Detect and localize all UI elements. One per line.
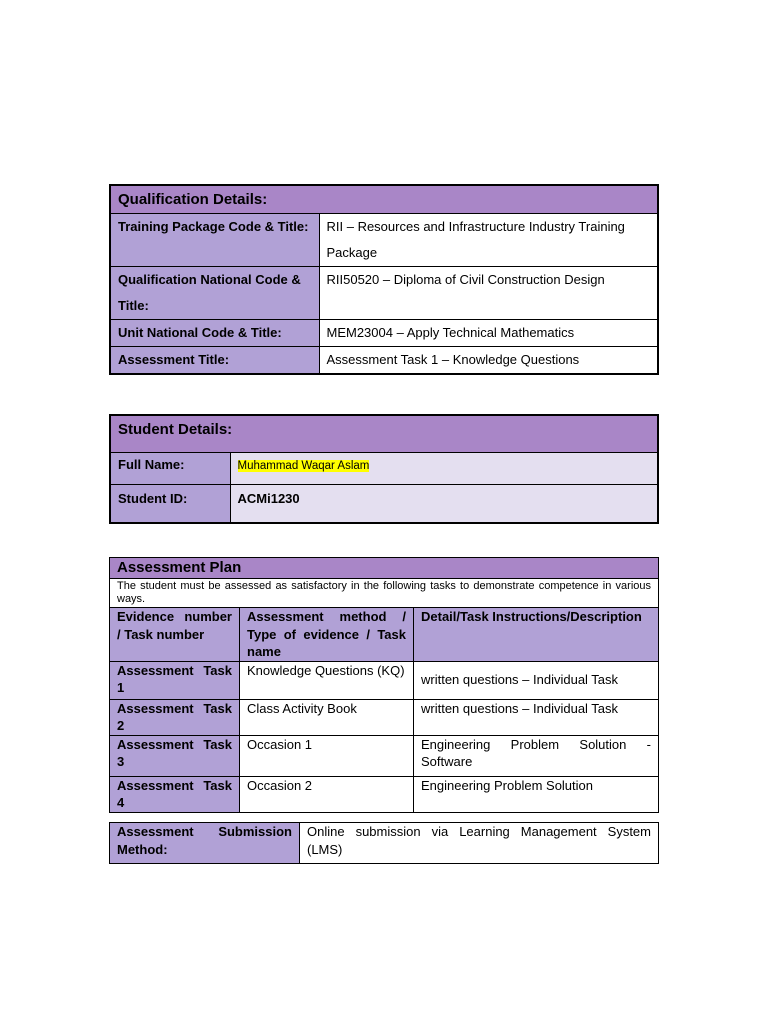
full-name-field[interactable] bbox=[230, 453, 658, 485]
task-cell: Assessment Task 3 bbox=[110, 735, 240, 776]
assessment-title-label: Assessment Title: bbox=[110, 347, 319, 375]
method-cell: Class Activity Book bbox=[240, 699, 414, 735]
table-header-row bbox=[110, 608, 659, 662]
detail-cell: Engineering Problem Solution bbox=[414, 776, 659, 812]
table-row bbox=[110, 823, 659, 864]
table-row bbox=[110, 320, 658, 347]
method-cell: Occasion 1 bbox=[240, 735, 414, 776]
assessment-plan-title: Assessment Plan bbox=[110, 558, 659, 579]
qualification-code-label: Qualification National Code & Title: bbox=[110, 267, 319, 320]
detail-cell: written questions – Individual Task bbox=[414, 661, 659, 699]
method-cell: Occasion 2 bbox=[240, 776, 414, 812]
table-row bbox=[110, 453, 658, 485]
table-row bbox=[110, 661, 659, 699]
qualification-details-table bbox=[109, 184, 659, 375]
table-row bbox=[110, 267, 658, 320]
unit-code-label: Unit National Code & Title: bbox=[110, 320, 319, 347]
student-id-label: Student ID: bbox=[110, 485, 230, 524]
full-name-value: Muhammad Waqar Aslam bbox=[237, 460, 370, 472]
assessment-plan-note: The student must be assessed as satisfactory in the following tasks to demonstrate competence in various ways. bbox=[110, 579, 659, 608]
detail-cell: Engineering Problem Solution - Software bbox=[414, 735, 659, 776]
table-row bbox=[110, 485, 658, 524]
task-cell: Assessment Task 1 bbox=[110, 661, 240, 699]
submission-method-label: Assessment Submission Method: bbox=[110, 823, 300, 864]
table-row bbox=[110, 776, 659, 812]
qualification-details-title: Qualification Details: bbox=[110, 185, 658, 214]
submission-method-value: Online submission via Learning Management System (LMS) bbox=[300, 823, 659, 864]
table-row bbox=[110, 699, 659, 735]
table-row bbox=[110, 735, 659, 776]
assessment-plan-table bbox=[109, 557, 659, 813]
column-header-evidence: Evidence number / Task number bbox=[110, 608, 240, 662]
method-cell: Knowledge Questions (KQ) bbox=[240, 661, 414, 699]
assessment-title-value: Assessment Task 1 – Knowledge Questions bbox=[319, 347, 658, 375]
training-package-value: RII – Resources and Infrastructure Industry Training Package bbox=[319, 214, 658, 267]
task-cell: Assessment Task 4 bbox=[110, 776, 240, 812]
student-details-table bbox=[109, 414, 659, 524]
student-id-field[interactable]: ACMi1230 bbox=[230, 485, 658, 524]
column-header-method: Assessment method / Type of evidence / Task name bbox=[240, 608, 414, 662]
full-name-label: Full Name: bbox=[110, 453, 230, 485]
table-row bbox=[110, 214, 658, 267]
submission-method-table bbox=[109, 822, 659, 864]
column-header-detail: Detail/Task Instructions/Description bbox=[414, 608, 659, 662]
detail-cell: written questions – Individual Task bbox=[414, 699, 659, 735]
training-package-label: Training Package Code & Title: bbox=[110, 214, 319, 267]
student-details-title: Student Details: bbox=[110, 415, 658, 453]
unit-code-value: MEM23004 – Apply Technical Mathematics bbox=[319, 320, 658, 347]
task-cell: Assessment Task 2 bbox=[110, 699, 240, 735]
table-row bbox=[110, 347, 658, 375]
qualification-code-value: RII50520 – Diploma of Civil Construction Design bbox=[319, 267, 658, 320]
